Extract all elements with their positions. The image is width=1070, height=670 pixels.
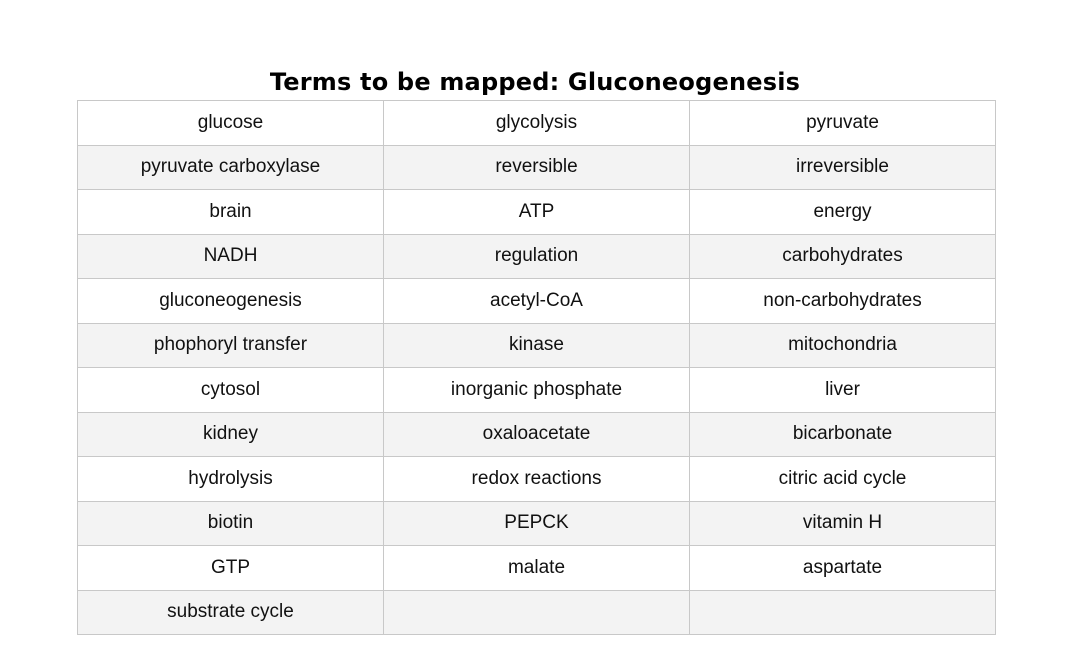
table-cell: redox reactions <box>384 457 690 502</box>
table-row <box>78 323 996 368</box>
page-title: Terms to be mapped: Gluconeogenesis <box>269 68 801 96</box>
table-row <box>78 546 996 591</box>
table-cell: substrate cycle <box>78 590 384 635</box>
table-cell: GTP <box>78 546 384 591</box>
table-cell: energy <box>690 190 996 235</box>
table-cell: brain <box>78 190 384 235</box>
table-cell: biotin <box>78 501 384 546</box>
table-cell: gluconeogenesis <box>78 279 384 324</box>
table-cell: pyruvate <box>690 101 996 146</box>
table-cell: acetyl-CoA <box>384 279 690 324</box>
table-cell: regulation <box>384 234 690 279</box>
table-cell: hydrolysis <box>78 457 384 502</box>
table-row <box>78 145 996 190</box>
table-row <box>78 501 996 546</box>
table-cell: liver <box>690 368 996 413</box>
table-cell: inorganic phosphate <box>384 368 690 413</box>
table-row <box>78 412 996 457</box>
table-row <box>78 279 996 324</box>
table-cell: pyruvate carboxylase <box>78 145 384 190</box>
table-cell: cytosol <box>78 368 384 413</box>
table-row <box>78 590 996 635</box>
table-cell: reversible <box>384 145 690 190</box>
table-cell: PEPCK <box>384 501 690 546</box>
table-cell: malate <box>384 546 690 591</box>
table-cell-empty <box>384 590 690 635</box>
table-cell: mitochondria <box>690 323 996 368</box>
table-row <box>78 368 996 413</box>
table-cell: kinase <box>384 323 690 368</box>
table-cell: irreversible <box>690 145 996 190</box>
table-cell: phophoryl transfer <box>78 323 384 368</box>
table-cell: oxaloacetate <box>384 412 690 457</box>
table-cell: citric acid cycle <box>690 457 996 502</box>
table-cell: kidney <box>78 412 384 457</box>
table-cell: NADH <box>78 234 384 279</box>
table-cell: non-carbohydrates <box>690 279 996 324</box>
terms-table <box>77 100 996 635</box>
table-cell: ATP <box>384 190 690 235</box>
table-row <box>78 101 996 146</box>
table-cell: bicarbonate <box>690 412 996 457</box>
table-row <box>78 234 996 279</box>
table-cell: glycolysis <box>384 101 690 146</box>
table-cell: aspartate <box>690 546 996 591</box>
table-cell: carbohydrates <box>690 234 996 279</box>
table-cell: glucose <box>78 101 384 146</box>
table-row <box>78 457 996 502</box>
table-row <box>78 190 996 235</box>
table-cell-empty <box>690 590 996 635</box>
table-cell: vitamin H <box>690 501 996 546</box>
